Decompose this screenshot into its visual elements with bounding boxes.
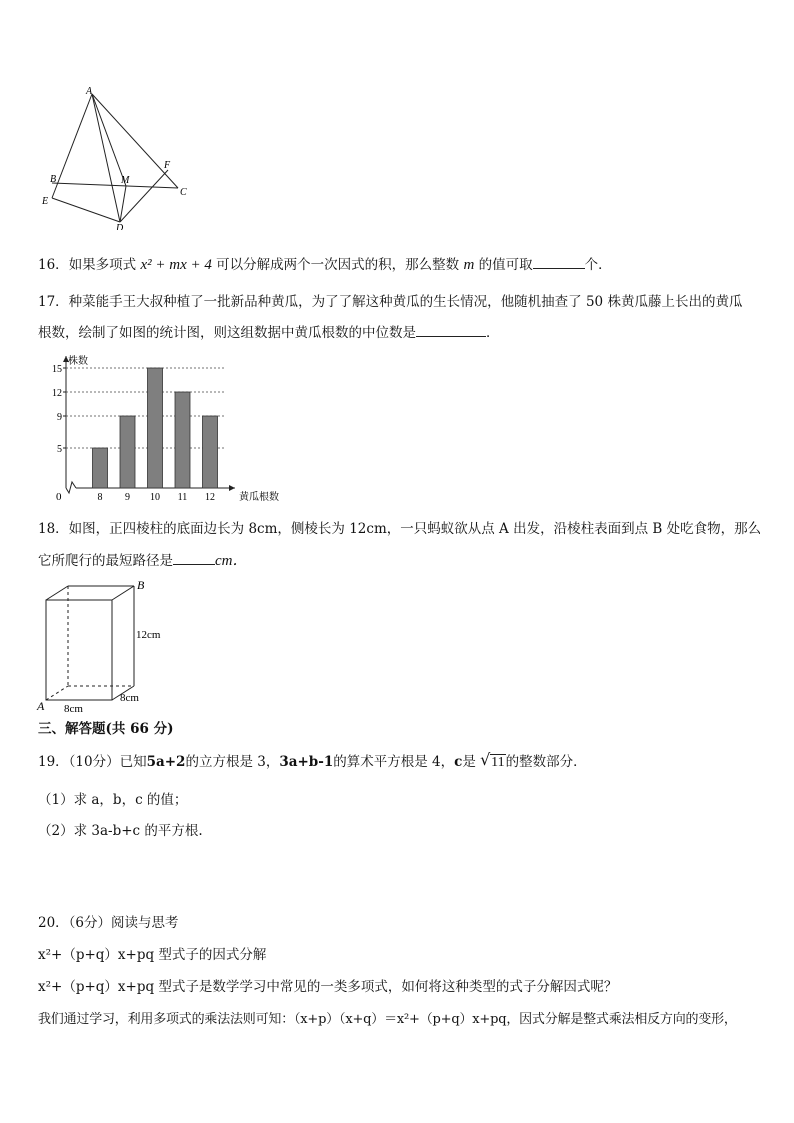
q19-text-g: 是 — [462, 754, 476, 770]
sqrt-radical-icon: √ — [480, 750, 491, 769]
q20-subtitle: x²+（p+q）x+pq 型式子的因式分解 — [38, 947, 267, 963]
q20-title: 20．（6分）阅读与思考 — [38, 915, 179, 931]
axis-break-icon — [66, 482, 76, 493]
origin-label: 0 — [56, 491, 62, 503]
section-3-heading: 三、解答题(共 66 分) — [38, 721, 174, 737]
question-17-line2 — [38, 322, 500, 343]
prism-label-A: A — [37, 699, 45, 713]
question-16 — [38, 254, 612, 275]
prism-label-B: B — [137, 578, 145, 592]
geometry-figure — [30, 80, 200, 230]
q19-part2: （2）求 3a-b+c 的平方根. — [38, 823, 203, 839]
label-B: B — [50, 174, 57, 185]
q18-answer-blank[interactable] — [173, 550, 215, 565]
x-tick-label: 8 — [97, 492, 103, 503]
question-17-line1: 17．种菜能手王大叔种植了一批新品种黄瓜，为了了解这种黄瓜的生长情况，他随机抽查了 50 株黄瓜藤上长出的黄瓜 — [38, 294, 743, 310]
sqrt-symbol — [480, 752, 505, 773]
y-axis-label: 株数 — [68, 356, 88, 367]
label-A: A — [86, 86, 93, 97]
label-D: D — [116, 223, 124, 230]
bar — [175, 392, 190, 488]
question-18-line2 — [38, 550, 248, 571]
y-tick-label: 5 — [57, 444, 62, 455]
y-tick-label: 12 — [52, 388, 62, 399]
q20-line4: 我们通过学习，利用多项式的乘法法则可知：（x+p）（x+q）＝x²+（p+q）x+pq，因式分解是整式乘法相反方向的变形， — [38, 1012, 737, 1027]
label-C: C — [180, 187, 187, 198]
q19-part1: （1）求 a，b，c 的值； — [38, 792, 188, 808]
bar — [93, 448, 108, 488]
q16-number: 16． — [38, 257, 69, 273]
q19-var-c: c — [454, 754, 463, 770]
q16-answer-blank[interactable] — [533, 254, 585, 269]
y-tick-label: 9 — [57, 412, 62, 423]
q16-text4: 个． — [584, 257, 612, 273]
x-axis-label: 黄瓜根数 — [239, 492, 279, 503]
x-axis-arrow-icon — [229, 485, 235, 491]
x-tick-label: 12 — [205, 492, 215, 503]
x-tick-label: 10 — [150, 492, 160, 503]
prism-width: 8cm — [64, 703, 83, 713]
q19-text-a: 19．（10分）已知 — [38, 754, 147, 770]
x-tick-label: 11 — [177, 492, 188, 503]
q18-unit: cm． — [215, 553, 248, 569]
q16-text2: 可以分解成两个一次因式的积，那么整数 — [216, 257, 460, 273]
q16-text1: 如果多项式 — [68, 257, 137, 273]
q20-line3: x²+（p+q）x+pq 型式子是数学学习中常见的一类多项式，如何将这种类型的式子分解因式呢？ — [38, 979, 618, 995]
label-M: M — [121, 175, 130, 186]
x-tick-label: 9 — [125, 492, 130, 503]
q19-expr1: 5a+2 — [146, 754, 186, 770]
question-18-line1: 18．如图，正四棱柱的底面边长为 8cm，侧棱长为 12cm，一只蚂蚁欲从点 A 出发，沿棱柱表面到点 B 处吃食物，那么 — [38, 521, 762, 537]
q16-polynomial: x² + mx + 4 — [140, 257, 212, 273]
q17-end: ． — [486, 325, 500, 341]
bar — [203, 416, 218, 488]
q19-radicand: 11 — [491, 755, 505, 770]
q18-line2-text: 它所爬行的最短路径是 — [38, 553, 173, 569]
q19-text-h: 的整数部分． — [505, 754, 587, 770]
q16-text3: 的值可取 — [478, 257, 533, 273]
q19-text-e: 的算术平方根是 4， — [333, 754, 455, 770]
question-19 — [38, 752, 587, 773]
prism-height: 12cm — [136, 629, 161, 641]
q17-answer-blank[interactable] — [416, 322, 486, 337]
prism-figure — [34, 578, 164, 713]
bar — [148, 368, 163, 488]
y-tick-label: 15 — [52, 364, 62, 375]
q17-line2-text: 根数，绘制了如图的统计图，则这组数据中黄瓜根数的中位数是 — [38, 325, 416, 341]
label-E: E — [42, 196, 49, 207]
bar-chart — [40, 350, 300, 505]
q19-text-c: 的立方根是 3， — [185, 754, 280, 770]
q19-expr2: 3a+b-1 — [279, 754, 334, 770]
bar — [120, 416, 135, 488]
label-F: F — [164, 160, 171, 171]
prism-depth: 8cm — [120, 692, 139, 704]
q16-variable: m — [463, 257, 475, 273]
